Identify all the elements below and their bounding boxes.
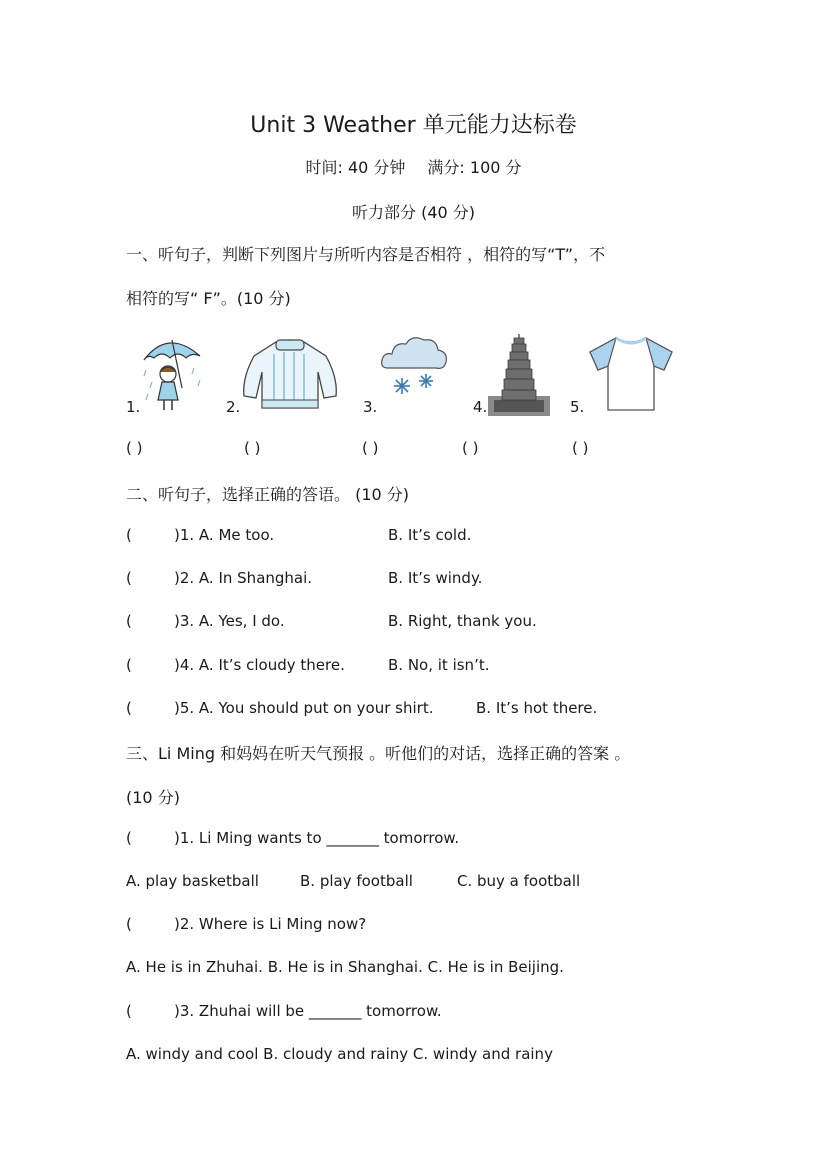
option-c: C. buy a football xyxy=(457,872,581,890)
question-stem: )3. Zhuhai will be _______ tomorrow. xyxy=(174,1002,442,1020)
answer-parentheses[interactable]: ( ) xyxy=(572,439,589,457)
option-a: )1. A. Me too. xyxy=(174,526,275,544)
answer-paren[interactable]: ( xyxy=(126,656,132,674)
question-stem: )1. Li Ming wants to _______ tomorrow. xyxy=(174,829,460,847)
options-line: A. He is in Zhuhai. B. He is in Shanghai. C. He is in Beijing. xyxy=(126,958,564,976)
question-row xyxy=(126,699,433,717)
question-stem: )2. Where is Li Ming now? xyxy=(174,915,367,933)
question-row xyxy=(126,569,312,587)
section3-heading-line2: (10 分) xyxy=(126,788,180,807)
options-line: A. windy and cool B. cloudy and rainy C. windy and rainy xyxy=(126,1045,553,1063)
section2-heading: 二、听句子，选择正确的答语。 (10 分) xyxy=(126,485,410,504)
question-row xyxy=(126,1002,442,1020)
option-b: B. play football xyxy=(300,872,413,890)
page-title: Unit 3 Weather 单元能力达标卷 xyxy=(250,113,577,138)
question-row xyxy=(126,915,366,933)
question-row xyxy=(126,829,459,847)
full-score: 满分: 100 分 xyxy=(427,158,522,177)
section1-heading-line1: 一、听句子，判断下列图片与所听内容是否相符 ，相符的写“T”，不 xyxy=(126,245,606,264)
exam-meta xyxy=(0,155,827,178)
option-b: B. It’s hot there. xyxy=(476,699,598,717)
option-a: )3. A. Yes, I do. xyxy=(174,612,285,630)
question-row xyxy=(126,612,285,630)
picture-number: 2. xyxy=(226,398,241,416)
section3-heading-line1: 三、Li Ming 和妈妈在听天气预报 。听他们的对话，选择正确的答案 。 xyxy=(126,744,631,763)
picture-number: 4. xyxy=(473,398,488,416)
picture-number: 3. xyxy=(363,398,378,416)
time-limit: 时间: 40 分钟 xyxy=(305,158,406,177)
picture-number: 1. xyxy=(126,398,141,416)
sweater-icon xyxy=(238,338,342,413)
option-b: B. No, it isn’t. xyxy=(388,656,490,674)
option-b: B. Right, thank you. xyxy=(388,612,537,630)
option-a: A. play basketball xyxy=(126,872,259,890)
t-shirt-icon xyxy=(586,334,676,412)
picture-number: 5. xyxy=(570,398,585,416)
answer-paren[interactable]: ( xyxy=(126,1002,132,1020)
section1-heading-line2: 相符的写“ F”。(10 分) xyxy=(126,289,291,308)
answer-paren[interactable]: ( xyxy=(126,915,132,933)
part-heading: 听力部分 (40 分) xyxy=(351,203,476,222)
option-b: B. It’s cold. xyxy=(388,526,472,544)
option-a: )4. A. It’s cloudy there. xyxy=(174,656,345,674)
option-b: B. It’s windy. xyxy=(388,569,483,587)
answer-paren[interactable]: ( xyxy=(126,829,132,847)
answer-paren[interactable]: ( xyxy=(126,569,132,587)
answer-parentheses[interactable]: ( ) xyxy=(362,439,379,457)
option-a: )5. A. You should put on your shirt. xyxy=(174,699,434,717)
question-row xyxy=(126,526,274,544)
pagoda-icon xyxy=(488,334,550,416)
answer-parentheses[interactable]: ( ) xyxy=(244,439,261,457)
answer-paren[interactable]: ( xyxy=(126,526,132,544)
answer-parentheses[interactable]: ( ) xyxy=(462,439,479,457)
answer-paren[interactable]: ( xyxy=(126,699,132,717)
girl-with-umbrella-icon xyxy=(138,330,208,415)
answer-paren[interactable]: ( xyxy=(126,612,132,630)
option-a: )2. A. In Shanghai. xyxy=(174,569,313,587)
snow-cloud-icon xyxy=(378,330,450,400)
question-row xyxy=(126,656,345,674)
answer-parentheses[interactable]: ( ) xyxy=(126,439,143,457)
